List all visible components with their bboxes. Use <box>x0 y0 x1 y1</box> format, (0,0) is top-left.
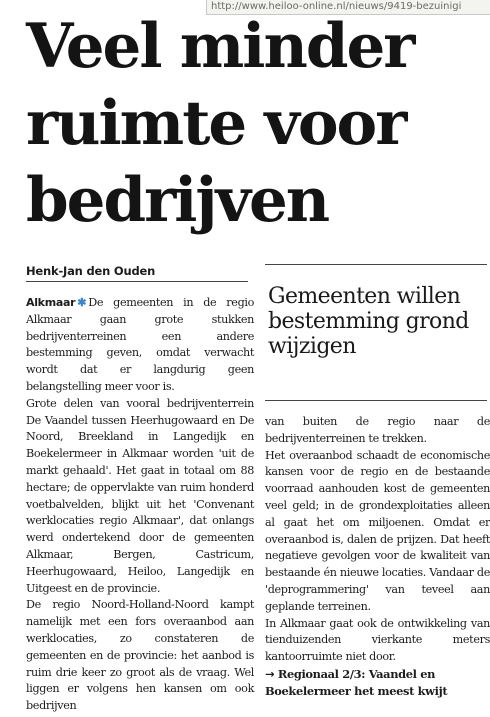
arrow-right-icon: → <box>265 666 275 681</box>
article-paragraph: Het overaanbod schaadt de economische kansen voor de regio en de bestaande voorraad aanhouden kost de gemeenten veel geld; in de grondexploitaties alleen al gaat het om miljoenen. Omdat er overaanbod is, dalen de prijzen. Dat heeft negatieve gevolgen voor de kwaliteit van bestaande én nieuwe locaties. Vandaar de 'deprogrammering' van teveel aan geplande terreinen. <box>265 448 490 613</box>
article-column-right <box>265 414 490 700</box>
article-paragraph: In Alkmaar gaat ook de ontwikkeling van tienduizenden vierkante meters kantoorruimte niet door. <box>265 616 490 664</box>
cross-reference <box>265 666 490 700</box>
article-paragraph: Grote delen van vooral bedrijventerrein De Vaandel tussen Heerhugowaard en De Noord, Breekland in Langedijk en Boekelermeer in Alkmaar worden 'uit de markt gehaald'. Het gaat in totaal om 88 hectare; de oppervlakte van ruim honderd voetbalvelden, blijkt uit het 'Convenant werklocaties regio Alkmaar', dat onlangs werd ondertekend door de gemeenten Alkmaar, Bergen, Castricum, Heerhugowaard, Heiloo, Langedijk en Uitgeest en de provincie. <box>26 396 254 595</box>
divider-rule <box>265 400 487 401</box>
article-lead-paragraph <box>26 294 254 396</box>
article-paragraph: De regio Noord-Holland-Noord kampt namelijk met een fors overaanbod aan werklocaties, zo constateren de gemeenten en de provincie: het aanbod is ruim drie keer zo groot als de vraag. Wel liggen er volgens hen kansen om ook bedrijven <box>26 598 254 713</box>
browser-url-bar[interactable]: http://www.heiloo-online.nl/nieuws/9419-bezuinigi <box>206 0 490 15</box>
asterisk-icon: ✱ <box>77 295 87 309</box>
article-column-left <box>26 294 254 715</box>
article-subheadline: Gemeenten willen bestemming grond wijzigen <box>268 284 469 359</box>
article-dateline: Alkmaar <box>26 296 76 309</box>
cross-reference-text: Regionaal 2/3: Vaandel en Boekelermeer het meest kwijt <box>265 666 448 698</box>
divider-rule <box>265 264 487 265</box>
paragraph-text: De gemeenten in de regio Alkmaar gaan grote stukken bedrijventerreinen een andere bestemming geven, omdat verwacht wordt dat er langdurig geen belangstelling meer voor is. <box>26 296 254 393</box>
article-headline: Veel minder ruimte voor bedrijven <box>26 11 414 236</box>
article-byline: Henk-Jan den Ouden <box>26 264 248 282</box>
article-paragraph: van buiten de regio naar de bedrijventerreinen te trekken. <box>265 415 490 445</box>
